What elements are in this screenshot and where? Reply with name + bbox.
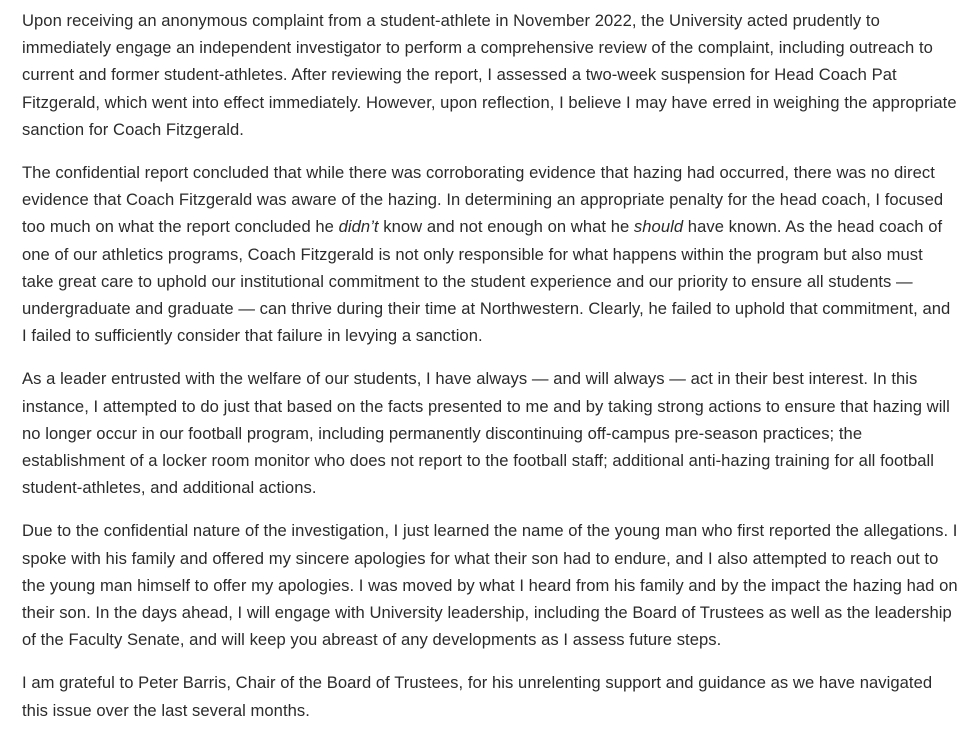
paragraph-text: Upon receiving an anonymous complaint from a student-athlete in November 2022, the University acted prudently to immediately engage an independent investigator to perform a comprehensive review of the complaint, including outreach to current and former student-athletes. After reviewing the report, I assessed a two-week suspension for Head Coach Pat Fitzgerald, which went into effect immediately. However, upon reflection, I believe I may have erred in weighing the appropriate sanction for Coach Fitzgerald. — [22, 11, 957, 139]
paragraph-actions — [22, 365, 958, 501]
paragraph-investigation — [22, 7, 958, 143]
emphasis-didnt: didn’t — [338, 217, 379, 237]
emphasis-should: should — [633, 217, 684, 237]
paragraph-text: I am grateful to Peter Barris, Chair of the Board of Trustees, for his unrelenting support and guidance as we have navigated this issue over the last several months. — [22, 673, 933, 720]
paragraph-text: know and not enough on what he — [378, 217, 634, 237]
paragraph-apology — [22, 517, 958, 653]
paragraph-text: have known. As the head coach of one of our athletics programs, Coach Fitzgerald is not only responsible for what happens within the program but also must take great care to uphold our institutional commitment to the student experience and our priority to ensure all students — undergraduate and graduate — can thrive during their time at Northwestern. Clearly, he failed to uphold that commitment, and I failed to sufficiently consider that failure in levying a sanction. — [22, 217, 951, 346]
paragraph-gratitude — [22, 669, 958, 723]
paragraph-text: The confidential report concluded that while there was corroborating evidence that hazing had occurred, there was no direct evidence that Coach Fitzgerald was aware of the hazing. In determining an appropriate penalty for the head coach, I focused too much on what the report concluded he — [22, 163, 944, 237]
paragraph-report — [22, 159, 958, 349]
paragraph-text: As a leader entrusted with the welfare of our students, I have always — and will always — act in their best interest. In this instance, I attempted to do just that based on the facts presented to me and by taking strong actions to ensure that hazing will no longer occur in our football program, including permanently discontinuing off-campus pre-season practices; the establishment of a locker room monitor who does not report to the football staff; additional anti-hazing training for all football student-athletes, and additional actions. — [22, 369, 950, 498]
paragraph-text: Due to the confidential nature of the investigation, I just learned the name of the young man who first reported the allegations. I spoke with his family and offered my sincere apologies for what their son had to endure, and I also attempted to reach out to the young man himself to offer my apologies. I was moved by what I heard from his family and by the impact the hazing had on their son. In the days ahead, I will engage with University leadership, including the Board of Trustees as well as the leadership of the Faculty Senate, and will keep you abreast of any developments as I assess future steps. — [22, 521, 958, 650]
